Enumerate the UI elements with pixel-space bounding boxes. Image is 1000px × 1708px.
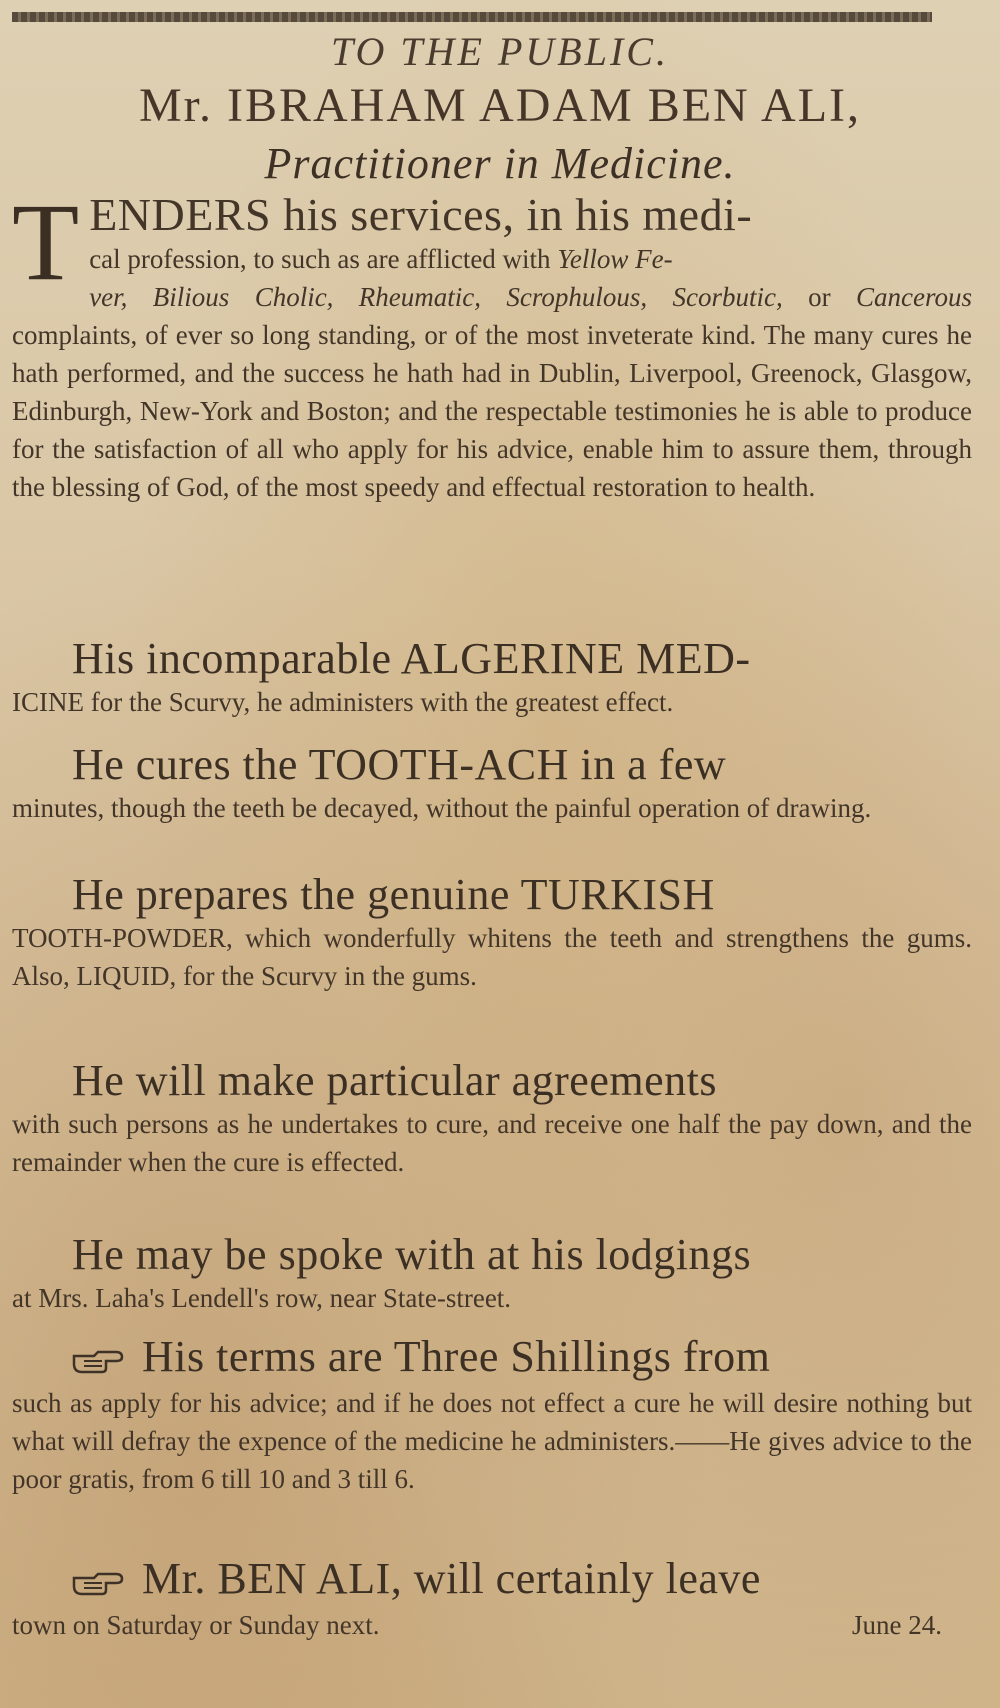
services-line-2-italic: Yellow Fe- (557, 244, 673, 274)
paragraph-leave-town (12, 1554, 972, 1644)
algerine-lead: His incomparable ALGERINE MED- (72, 634, 751, 683)
drop-cap: T (12, 181, 80, 303)
services-ailments: ver, Bilious Cholic, Rheumatic, Scrophulous, Scorbutic, (89, 282, 783, 312)
pointing-hand-icon (72, 1346, 124, 1384)
services-body: complaints, of ever so long standing, or of the most inveterate kind. The many cures he hath performed, and the success he hath had in Dublin, Liverpool, Greenock, Glasgow, Edinburgh, New-York and Boston; and the respectable testimonies he is able to produce for the satisfaction of all who apply for his advice, enable him to assure them, through the blessing of God, of the most speedy and effectual restoration to health. (12, 320, 972, 502)
tooth-ach-lead: He cures the TOOTH-ACH in a few (72, 740, 727, 789)
terms-lead: His terms are Three Shillings from (142, 1332, 771, 1381)
notice-date: June 24. (852, 1609, 942, 1640)
paragraph-services (12, 181, 972, 506)
heading-title: Practitioner in Medicine. (264, 139, 736, 188)
pointing-hand-icon (72, 1568, 124, 1606)
leave-town-lead: Mr. BEN ALI, will certainly leave (142, 1554, 761, 1603)
agreements-lead: He will make particular agreements (72, 1056, 717, 1105)
lodgings-lead: He may be spoke with at his lodgings (72, 1230, 752, 1279)
tooth-ach-text: minutes, though the teeth be decayed, without the painful operation of drawing. (12, 793, 872, 823)
terms-text: such as apply for his advice; and if he does not effect a cure he will desire nothing but what will defray the expence of the medicine he administers.——He gives advice to the poor gratis, from 6 till 10 and 3 till 6. (12, 1387, 972, 1494)
tooth-powder-text: TOOTH-POWDER, which wonderfully whitens the teeth and strengthens the gums. Also, LIQUID, for the Scurvy in the gums. (12, 923, 972, 991)
services-or: or (782, 282, 856, 312)
paragraph-agreements (12, 1056, 972, 1181)
top-rule (12, 12, 932, 22)
paragraph-tooth-powder (12, 870, 972, 995)
paragraph-algerine (12, 634, 972, 721)
heading-name: Mr. IBRAHAM ADAM BEN ALI, (138, 79, 862, 132)
services-first-line: ENDERS his services, in his medi- (89, 189, 753, 240)
paragraph-terms (12, 1332, 972, 1498)
services-line-2: cal profession, to such as are afflicted with (89, 244, 558, 274)
algerine-text: ICINE for the Scurvy, he administers with the greatest effect. (12, 687, 674, 717)
tooth-powder-lead: He prepares the genuine TURKISH (72, 870, 715, 919)
agreements-text: with such persons as he undertakes to cure, and receive one half the pay down, and the remainder when the cure is effected. (12, 1109, 972, 1177)
services-cancerous: Cancerous (856, 282, 972, 312)
leave-town-text: town on Saturday or Sunday next. (12, 1609, 380, 1640)
heading-to-the-public: TO THE PUBLIC. (331, 29, 669, 74)
paragraph-lodgings (12, 1230, 972, 1317)
lodgings-text: at Mrs. Laha's Lendell's row, near State-street. (12, 1283, 512, 1313)
paragraph-tooth-ach (12, 740, 972, 827)
